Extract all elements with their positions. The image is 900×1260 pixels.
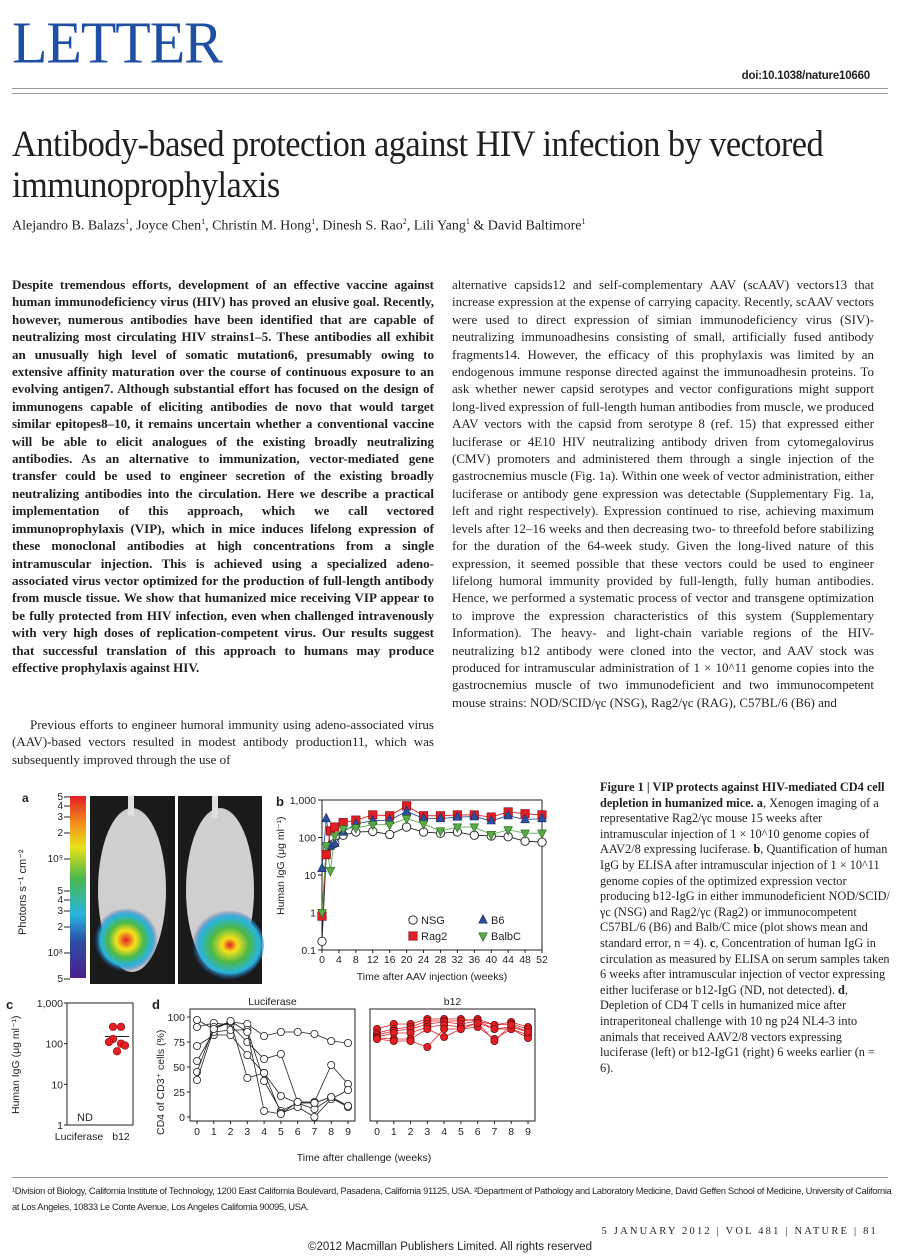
svg-text:9: 9 xyxy=(345,1126,351,1138)
author[interactable]: Lili Yang xyxy=(413,218,466,234)
svg-text:Photons s⁻¹ cm⁻²: Photons s⁻¹ cm⁻² xyxy=(17,849,29,935)
svg-text:Human IgG (μg ml⁻¹): Human IgG (μg ml⁻¹) xyxy=(275,816,287,915)
svg-text:8: 8 xyxy=(328,1126,335,1138)
svg-text:Luciferase: Luciferase xyxy=(54,1131,104,1143)
author[interactable]: Joyce Chen xyxy=(136,218,202,234)
svg-text:Luciferase: Luciferase xyxy=(248,996,297,1008)
svg-text:28: 28 xyxy=(434,954,447,966)
svg-text:0: 0 xyxy=(179,1112,185,1124)
svg-text:1: 1 xyxy=(57,1120,63,1132)
colorbar xyxy=(70,796,86,978)
footer-rule xyxy=(12,1177,888,1178)
svg-text:16: 16 xyxy=(383,954,396,966)
svg-text:10: 10 xyxy=(304,870,316,882)
svg-text:5: 5 xyxy=(57,974,63,985)
svg-text:0: 0 xyxy=(374,1126,380,1138)
svg-text:d: d xyxy=(152,997,160,1012)
svg-text:6: 6 xyxy=(474,1126,481,1138)
svg-text:9: 9 xyxy=(525,1126,531,1138)
author[interactable]: Dinesh S. Rao xyxy=(322,218,403,234)
doi-link[interactable]: doi:10.1038/nature10660 xyxy=(741,70,870,82)
copyright-notice: ©2012 Macmillan Publishers Limited. All rights reserved xyxy=(308,1241,592,1253)
svg-text:Time after AAV injection (week: Time after AAV injection (weeks) xyxy=(356,971,508,983)
svg-text:b12: b12 xyxy=(443,996,462,1008)
svg-text:5: 5 xyxy=(57,886,63,897)
cd4-depletion-chart xyxy=(148,995,558,1165)
svg-text:3: 3 xyxy=(244,1126,251,1138)
chart-legend xyxy=(409,915,521,943)
svg-text:100: 100 xyxy=(167,1012,185,1024)
caption-d: Depletion of CD4 T cells in humanized mice after intraperitoneal challenge with 10 ng p24 NL4-3 into animals that received AAV2/8 vectors expressing luciferase (left) or b12-IgG1 (right) 6 weeks earlier (n = 6). xyxy=(600,998,875,1075)
svg-text:4: 4 xyxy=(441,1126,448,1138)
figure-panel-b xyxy=(270,790,560,990)
caption-title: Figure 1 | VIP protects against HIV-mediated CD4 cell depletion in humanized mice. xyxy=(600,780,885,810)
svg-text:7: 7 xyxy=(311,1126,318,1138)
svg-text:4: 4 xyxy=(57,801,63,812)
svg-text:0.1: 0.1 xyxy=(301,945,316,957)
author[interactable]: Christin M. Hong xyxy=(212,218,312,234)
svg-text:1: 1 xyxy=(310,907,316,920)
svg-text:0: 0 xyxy=(319,954,325,966)
svg-text:12: 12 xyxy=(366,954,379,966)
svg-text:24: 24 xyxy=(417,954,430,966)
section-label: LETTER xyxy=(12,9,222,76)
svg-text:20: 20 xyxy=(400,954,413,966)
svg-text:2: 2 xyxy=(227,1126,234,1138)
svg-text:2: 2 xyxy=(407,1126,414,1138)
header-rule xyxy=(12,88,888,89)
series-b12 xyxy=(105,1023,129,1055)
svg-text:Time after challenge (weeks): Time after challenge (weeks) xyxy=(296,1152,432,1164)
affiliation-marker: 1 xyxy=(311,217,316,226)
svg-text:8: 8 xyxy=(352,954,359,966)
svg-text:4: 4 xyxy=(261,1126,268,1138)
svg-text:40: 40 xyxy=(485,954,498,966)
svg-text:36: 36 xyxy=(468,954,481,966)
igg-time-course-chart xyxy=(270,790,560,990)
affiliations-footnote: ¹Division of Biology, California Institute of Technology, 1200 East California Boulevard, Pasadena, California 91125, USA. ²Department of Pathology and Laboratory Medicine, David Geffen School of Medicine, University of California at Los Angeles, 10833 Le Conte Avenue, Los Angeles California 90095, USA. xyxy=(12,1186,892,1212)
svg-text:8: 8 xyxy=(508,1126,515,1138)
svg-text:3: 3 xyxy=(57,812,63,823)
svg-text:1,000: 1,000 xyxy=(36,998,63,1010)
svg-text:48: 48 xyxy=(519,954,531,966)
body-paragraph: Previous efforts to engineer humoral immunity using adeno-associated virus (AAV)-based vectors resulted in modest antibody production11, which was subsequently improved through the use of xyxy=(12,717,434,767)
svg-text:B6: B6 xyxy=(491,915,505,927)
svg-text:b: b xyxy=(276,794,284,809)
svg-text:1: 1 xyxy=(390,1126,397,1138)
abstract: Despite tremendous efforts, development of an effective vaccine against human immunodeficiency virus (HIV) has proved an elusive goal. Recently, however, numerous antibodies have been identified that are capable of neutralizing most circulating HIV strains1–5. These antibodies all exhibit an unusually high level of somatic mutation6, presumably owing to extensive affinity maturation over the course of continuous exposure to an evolving antigen7. Although substantial effort has focused on the design of immunogens capable of eliciting antibodies de novo that would target similar epitopes8–10, it remains uncertain whether a conventional vaccine will be able to elicit analogues of the existing broadly neutralizing antibodies. As an alternative to immunization, vector-mediated gene transfer could be used to engineer secretion of the existing broadly neutralizing antibodies into the circulation. Here we describe a practical implementation of this approach, which we call vectored immunoprophylaxis (VIP), which in mice induces lifelong expression of these monoclonal antibodies at high concentrations from a single intramuscular injection. This is achieved using a specialized adeno-associated virus vector optimized for the production of full-length antibody from muscle tissue. We show that humanized mice receiving VIP appear to be fully protected from HIV infection, even when challenged intravenously with very high doses of replication-competent virus. Our results suggest that successful translation of this approach to humans may produce effective prophylaxis against HIV. xyxy=(12,277,434,675)
body-paragraph: alternative capsids12 and self-complementary AAV (scAAV) vectors13 that increase expression at the expense of carrying capacity. Recently, scAAV vectors were used to direct expression of simian immunodeficiency virus (SIV)-neutralizing immunoadhesins consisting of small, artificially fused antibody fragments14. However, the efficacy of this prophylaxis was limited by an endogenous immune response directed against the immunoadhesin proteins. To ask whether newer capsid serotypes and vector configurations might support long-lived expression of full-length human antibodies from muscle, we produced AAV vectors with the capsid from serotype 8 (ref. 15) that expressed either luciferase or 4E10 HIV neutralizing antibody driven from cytomegalovirus (CMV) promoters and administered them through a single injection of the gastrocnemius muscle (Fig. 1a). Within one week of vector administration, either luciferase or antibody gene expression was detectable (Supplementary Fig. 1a, left and right respectively). Expression continued to rise, achieving maximum levels after 12–16 weeks and then decreasing two- to threefold before stabilizing for the duration of the 64-week study. Given the long-lived nature of this expression, it seemed possible that these vectors could be used to engineer lifelong humoral immunity provided by full-length, fully human antibodies. Hence, we performed a systematic process of vector and transgene optimization to improve the expression characteristics of this system (Supplementary Information). The heavy- and light-chain variable regions of the HIV-neutralizing b12 antibody were cloned into the vector, and AAV stock was produced for intramuscular administration of 1 × 10^11 genome copies into the gastrocnemius muscle of two immunodeficient and two immunocompetent mouse strains: NOD/SCID/γc (NSG), Rag2/γc (RAG), C57BL/6 (B6) and xyxy=(452,277,874,710)
author-list: Alejandro B. Balazs$^1$, Joyce Chen$^1$, Christin M. Hong$^1$, Dinesh S. Rao$^2$, Lili Yang$^1$ & David Baltimore$^1$ xyxy=(12,217,586,234)
svg-text:NSG: NSG xyxy=(421,915,445,927)
svg-text:100: 100 xyxy=(298,832,316,845)
svg-text:2: 2 xyxy=(57,828,63,839)
igg-concentration-chart xyxy=(0,995,150,1150)
caption-c: Concentration of human IgG in circulation as measured by ELISA on serum samples taken 6 weeks after intramuscular injection of vector expressing either luciferase or b12-IgG (ND, not detected). xyxy=(600,935,890,997)
issue-info: 5 JANUARY 2012 | VOL 481 | NATURE | 81 xyxy=(601,1226,878,1237)
svg-text:ND: ND xyxy=(77,1112,93,1124)
svg-text:BalbC: BalbC xyxy=(491,931,521,943)
svg-text:Rag2: Rag2 xyxy=(421,931,448,943)
panel-label-a: a xyxy=(22,791,29,805)
svg-text:CD4 of CD3⁺ cells (%): CD4 of CD3⁺ cells (%) xyxy=(155,1029,167,1135)
figure-caption: Figure 1 | VIP protects against HIV-mediated CD4 cell depletion in humanized mice. a, Xenogen imaging of a representative Rag2/γc mouse 15 weeks after intramuscular injection of 1 × 10^10 genome copies of AAV2/8 expressing luciferase. b, Quantification of human IgG by ELISA after intramuscular injection of 1 × 10^11 genome copies of the optimized expression vector producing b12-IgG in either immunodeficient NOD/SCID/γc (NSG) and Rag2/γc (Rag2) or immunocompetent C57BL/6 (B6) and Balb/C mice (plot shows mean and standard error, n = 4). c, Concentration of human IgG in circulation as measured by ELISA on serum samples taken 6 weeks after intramuscular injection of vector expressing either luciferase or b12-IgG (ND, not detected). d, Depletion of CD4 T cells in humanized mice after intraperitoneal challenge with 10 ng p24 NL4-3 into animals that received AAV2/8 vectors expressing luciferase (left) or b12-IgG1 (right) 6 weeks earlier (n = 6). xyxy=(600,780,890,1075)
series-rag2 xyxy=(318,802,546,921)
caption-a: Xenogen imaging of a representative Rag2/γc mouse 15 weeks after intramuscular injection of 1 × 10^10 genome copies of AAV2/8 expressing luciferase. xyxy=(600,795,879,857)
svg-text:0: 0 xyxy=(194,1126,200,1138)
svg-text:10: 10 xyxy=(51,1079,63,1092)
svg-text:25: 25 xyxy=(173,1087,185,1099)
figure-panel-d xyxy=(148,995,558,1165)
affiliation-marker: 2 xyxy=(402,217,407,226)
svg-text:5: 5 xyxy=(457,1126,464,1138)
xenogen-image xyxy=(14,790,274,990)
svg-text:1: 1 xyxy=(210,1126,217,1138)
svg-text:c: c xyxy=(6,997,14,1012)
svg-text:44: 44 xyxy=(502,954,514,966)
author[interactable]: Alejandro B. Balazs xyxy=(12,218,126,234)
series-nsg xyxy=(318,823,546,946)
affiliation-marker: 1 xyxy=(125,217,130,226)
svg-text:Human IgG (μg ml⁻¹): Human IgG (μg ml⁻¹) xyxy=(10,1015,22,1114)
affiliation-marker: 1 xyxy=(201,217,206,226)
svg-text:6: 6 xyxy=(294,1126,301,1138)
article-title: Antibody-based protection against HIV infection by vectored immunoprophylaxis xyxy=(12,124,824,206)
svg-text:50: 50 xyxy=(173,1062,185,1074)
figure-panel-c xyxy=(0,995,150,1150)
svg-text:b12: b12 xyxy=(112,1131,130,1143)
svg-text:5: 5 xyxy=(57,792,63,803)
svg-text:32: 32 xyxy=(451,954,464,966)
svg-text:3: 3 xyxy=(424,1126,431,1138)
svg-text:7: 7 xyxy=(491,1126,498,1138)
svg-text:4: 4 xyxy=(57,895,63,906)
svg-text:100: 100 xyxy=(45,1038,63,1051)
figure-panel-a xyxy=(14,790,274,990)
svg-text:1,000: 1,000 xyxy=(289,795,316,807)
author[interactable]: David Baltimore xyxy=(487,218,582,234)
svg-text:4: 4 xyxy=(336,954,342,966)
svg-text:10⁹: 10⁹ xyxy=(47,854,63,865)
svg-text:75: 75 xyxy=(173,1037,185,1049)
caption-b: Quantification of human IgG by ELISA after intramuscular injection of 1 × 10^11 genome copies of the optimized expression vector producing b12-IgG in either immunodeficient NOD/SCID/γc (NSG) and Rag2/γc (Rag2) or immunocompetent C57BL/6 (B6) and Balb/C mice (plot shows mean and standard error, n = 4). xyxy=(600,842,890,950)
svg-text:5: 5 xyxy=(277,1126,284,1138)
svg-text:52: 52 xyxy=(536,954,548,966)
affiliation-marker: 1 xyxy=(465,217,470,226)
header-rule xyxy=(12,93,888,94)
svg-text:2: 2 xyxy=(57,922,63,933)
svg-text:3: 3 xyxy=(57,906,63,917)
svg-text:10⁸: 10⁸ xyxy=(47,948,63,959)
affiliation-marker: 1 xyxy=(581,217,586,226)
